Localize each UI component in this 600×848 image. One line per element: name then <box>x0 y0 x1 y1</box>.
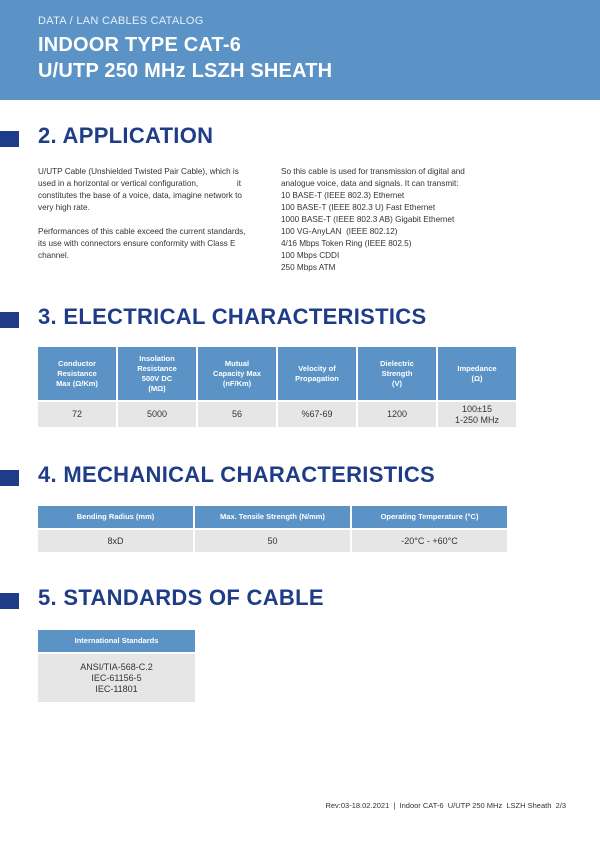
application-heading: 2. APPLICATION <box>38 123 214 148</box>
cell-line: 1200 <box>386 409 408 419</box>
protocol-item: 4/16 Mbps Token Ring (IEEE 802.5) <box>281 239 412 248</box>
cell-line: 1-250 MHz <box>454 414 499 425</box>
protocol-item: 250 Mbps ATM <box>281 263 336 272</box>
standard-item: IEC-11801 <box>95 683 138 694</box>
cell-line: 5000 <box>146 409 168 419</box>
protocol-item: 100 Mbps CDDI <box>281 251 340 260</box>
standard-item: IEC-61156-5 <box>91 672 142 683</box>
cell-line: 100±15 <box>462 403 492 414</box>
header-insulation-resistance <box>118 347 196 400</box>
header-bending-radius: Bending Radius (mm) <box>38 506 193 528</box>
text-line: analogue voice, data and signals. It can transmit: <box>281 179 459 188</box>
footer-revision: Rev:03-18.02.2021 | Indoor CAT-6 U/UTP 250 MHz LSZH Sheath 2/3 <box>325 801 566 810</box>
header-line: Conductor <box>58 358 96 368</box>
value-conductor-resistance <box>38 402 116 427</box>
protocol-item: 1000 BASE-T (IEEE 802.3 AB) Gigabit Ethernet <box>281 215 455 224</box>
header-line: (nF/Km) <box>222 378 252 388</box>
catalog-label: DATA / LAN CABLES CATALOG <box>38 15 204 27</box>
header-velocity-of-propagation <box>278 347 356 400</box>
table-row <box>38 530 507 552</box>
text-line: constitutes the base of a voice, data, imagine network to <box>38 191 242 200</box>
protocol-item: 100 BASE-T (IEEE 802.3 U) Fast Ethernet <box>281 203 436 212</box>
application-paragraph-2 <box>38 226 273 262</box>
application-right-column <box>281 166 541 274</box>
value-bending-radius: 8xD <box>38 530 193 552</box>
header-tensile-strength: Max. Tensile Strength (N/mm) <box>195 506 350 528</box>
electrical-table <box>36 345 518 429</box>
header-line: Velocity of <box>298 363 336 373</box>
standard-item: ANSI/TIA-568-C.2 <box>80 661 153 672</box>
section-marker <box>0 593 19 609</box>
header-international-standards: International Standards <box>38 630 195 652</box>
electrical-heading: 3. ELECTRICAL CHARACTERISTICS <box>38 304 427 329</box>
value-operating-temperature: -20°C - +60°C <box>352 530 507 552</box>
product-title-line1: INDOOR TYPE CAT-6 <box>38 34 242 56</box>
text-line: So this cable is used for transmission of digital and <box>281 167 465 176</box>
text-line: very high rate. <box>38 203 90 212</box>
header-line: (Ω) <box>471 373 483 383</box>
section-marker <box>0 470 19 486</box>
header-line: (MΩ) <box>148 383 166 393</box>
section-marker <box>0 131 19 147</box>
table-row <box>38 402 516 427</box>
header-dielectric-strength <box>358 347 436 400</box>
standards-heading: 5. STANDARDS OF CABLE <box>38 585 324 610</box>
protocol-item: 100 VG-AnyLAN (IEEE 802.12) <box>281 227 398 236</box>
table-header-row <box>38 506 507 528</box>
value-velocity-of-propagation <box>278 402 356 427</box>
value-dielectric-strength <box>358 402 436 427</box>
cell-line: %67-69 <box>301 409 333 419</box>
protocol-item: 10 BASE-T (IEEE 802.3) Ethernet <box>281 191 405 200</box>
table-row <box>38 654 195 702</box>
text-line: channel. <box>38 251 69 260</box>
product-title-line2: U/UTP 250 MHz LSZH SHEATH <box>38 60 333 82</box>
header-mutual-capacity <box>198 347 276 400</box>
header-line: Insolation <box>139 353 175 363</box>
header-line: Mutual <box>224 358 250 368</box>
value-impedance <box>438 402 516 427</box>
header-line: Max (Ω/Km) <box>56 378 98 388</box>
mechanical-heading: 4. MECHANICAL CHARACTERISTICS <box>38 462 435 487</box>
value-mutual-capacity <box>198 402 276 427</box>
value-tensile-strength: 50 <box>195 530 350 552</box>
text-line: its use with connectors ensure conformity with Class E <box>38 239 236 248</box>
standards-list <box>38 654 195 702</box>
cell-line: 72 <box>71 409 82 419</box>
header-line: Resistance <box>57 368 97 378</box>
table-header-row <box>38 347 516 400</box>
application-paragraph-1 <box>38 166 273 214</box>
header-impedance <box>438 347 516 400</box>
application-left-column <box>38 166 273 274</box>
text-line: used in a horizontal or vertical configuration, it <box>38 179 241 188</box>
text-line: U/UTP Cable (Unshielded Twisted Pair Cable), which is <box>38 167 239 176</box>
table-header-row <box>38 630 195 652</box>
header-line: 500V DC <box>141 373 173 383</box>
text-line: Performances of this cable exceed the current standards, <box>38 227 246 236</box>
header-line: (V) <box>392 378 402 388</box>
cell-line: 56 <box>231 409 242 419</box>
standards-table <box>36 628 197 704</box>
section-marker <box>0 312 19 328</box>
mechanical-table <box>36 504 509 554</box>
header-line: Impedance <box>457 363 497 373</box>
header-operating-temperature: Operating Temperature (°C) <box>352 506 507 528</box>
header-line: Capacity Max <box>213 368 261 378</box>
header-line: Dielectric <box>380 358 414 368</box>
header-line: Resistance <box>137 363 177 373</box>
value-insulation-resistance <box>118 402 196 427</box>
header-line: Strength <box>381 368 413 378</box>
header-conductor-resistance <box>38 347 116 400</box>
header-banner <box>0 0 600 100</box>
header-line: Propagation <box>295 373 339 383</box>
